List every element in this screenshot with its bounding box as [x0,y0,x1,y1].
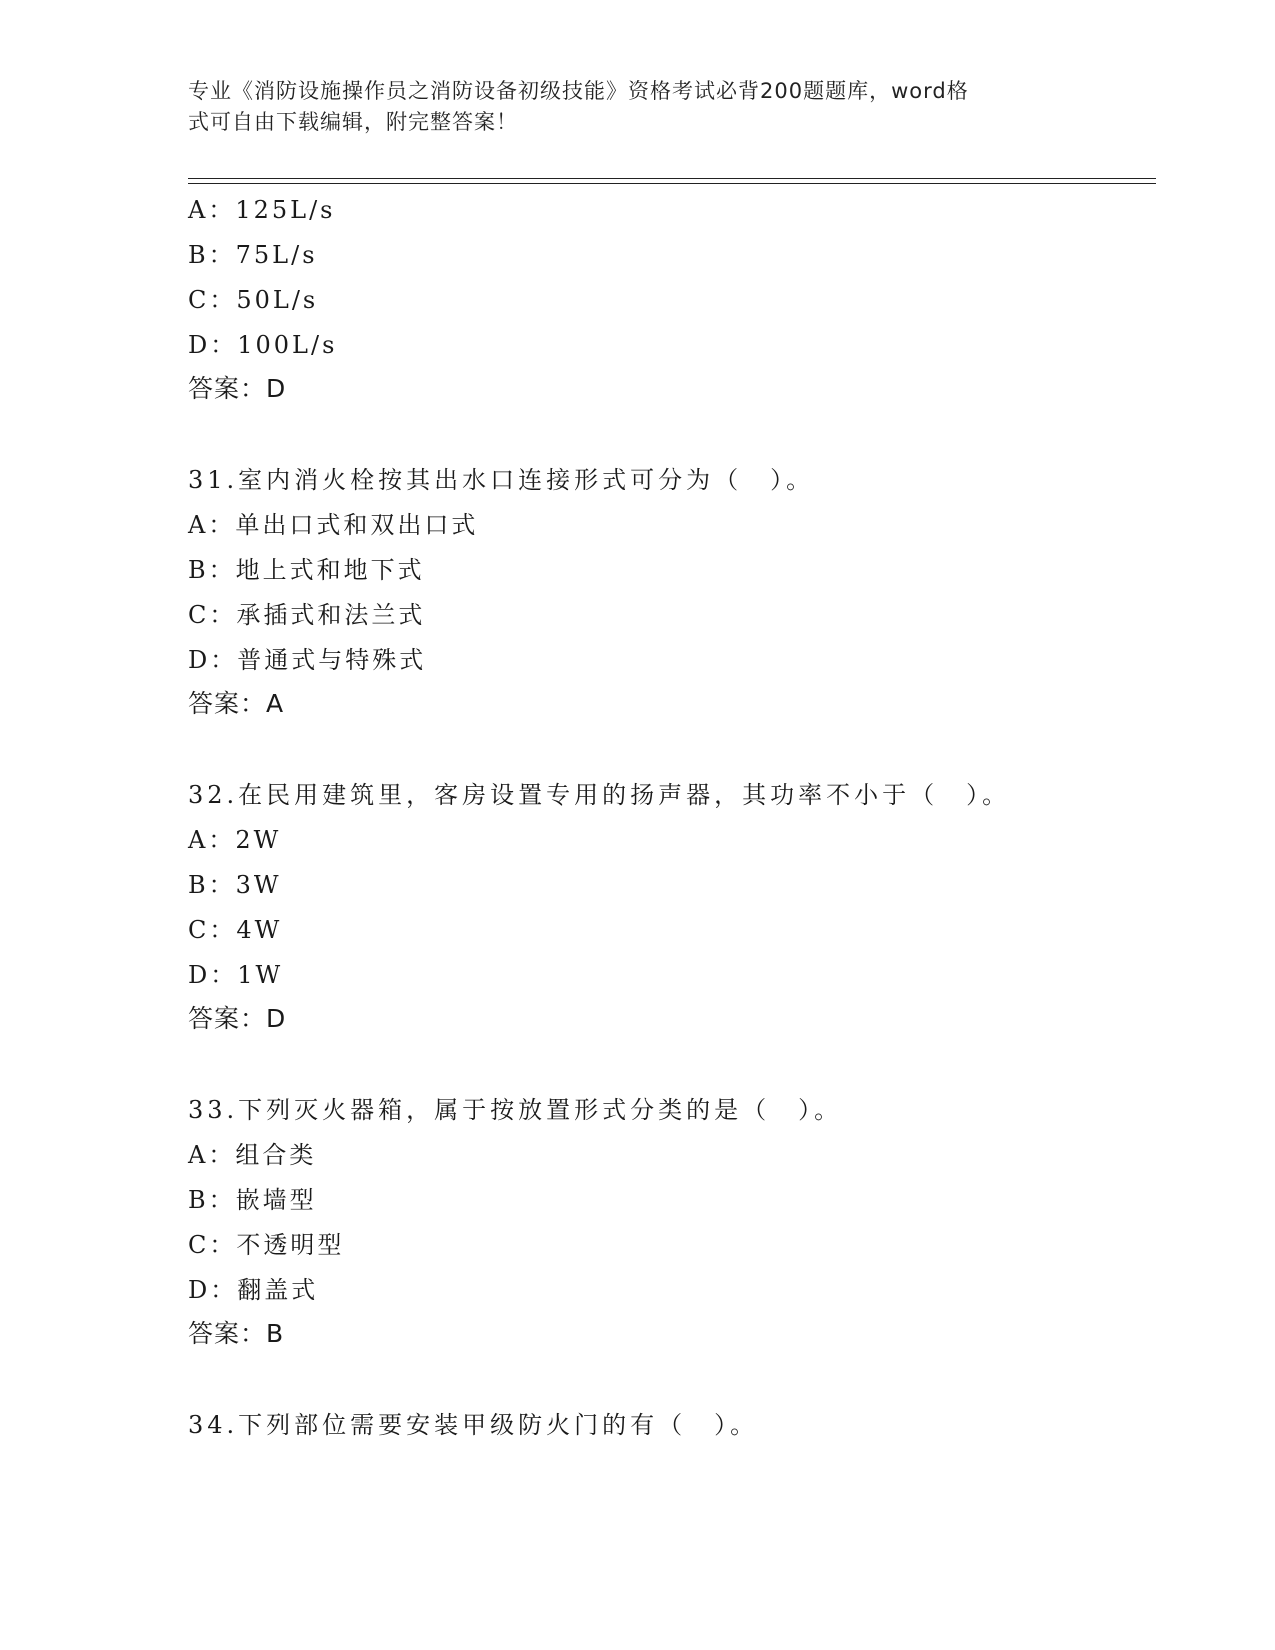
option-a: A：组合类 [188,1141,317,1169]
header-divider-bottom [188,183,1156,184]
option-a: A：125L/s [188,196,336,224]
option-b: B：嵌墙型 [188,1186,317,1214]
option-c: C：承插式和法兰式 [188,601,426,629]
option-a: A：单出口式和双出口式 [188,511,479,539]
header-title-line-2: 式可自由下载编辑，附完整答案！ [188,110,518,134]
question-33: 33.下列灭火器箱，属于按放置形式分类的是（ ）。 [188,1096,843,1124]
option-d: D：普通式与特殊式 [188,646,427,674]
option-c: C：50L/s [188,286,319,314]
question-34: 34.下列部位需要安装甲级防火门的有（ ）。 [188,1411,759,1439]
answer-label: 答案：D [188,374,287,403]
answer-label: 答案：A [188,689,285,718]
answer-label: 答案：B [188,1319,285,1348]
question-32: 32.在民用建筑里，客房设置专用的扬声器，其功率不小于（ ）。 [188,781,1011,809]
option-d: D：100L/s [188,331,338,359]
header-title-line-1: 专业《消防设施操作员之消防设备初级技能》资格考试必背200题题库，word格 [188,79,969,103]
option-c: C：4W [188,916,283,944]
option-b: B：地上式和地下式 [188,556,425,584]
question-31: 31.室内消火栓按其出水口连接形式可分为（ ）。 [188,466,815,494]
answer-label: 答案：D [188,1004,287,1033]
document-header [188,76,1068,138]
option-b: B：3W [188,871,282,899]
option-c: C：不透明型 [188,1231,345,1259]
option-d: D：1W [188,961,284,989]
header-divider-top [188,178,1156,179]
option-b: B：75L/s [188,241,318,269]
option-d: D：翻盖式 [188,1276,319,1304]
option-a: A：2W [188,826,282,854]
